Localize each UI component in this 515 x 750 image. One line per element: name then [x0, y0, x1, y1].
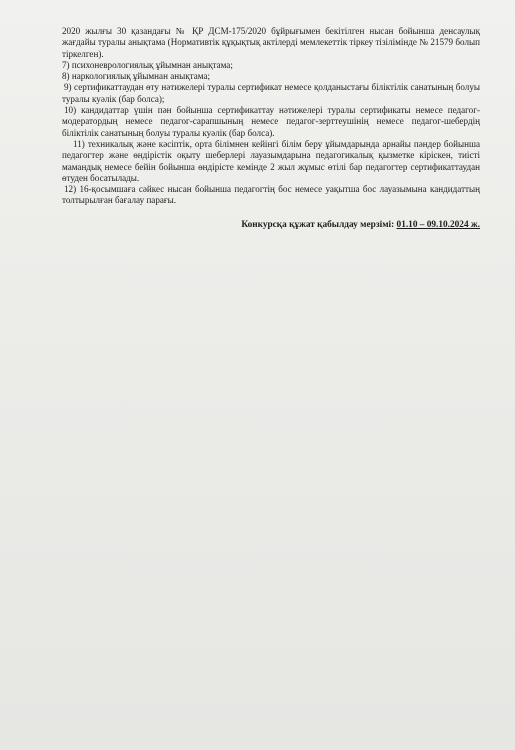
paragraph-item-12: 12) 16-қосымшаға сәйкес нысан бойынша педагогтің бос немесе уақытша бос лауазымына кандидаттың толтырылған бағалау парағы. [62, 184, 480, 206]
document-body [62, 26, 480, 231]
paragraph-item-8: 8) наркологиялық ұйымнан анықтама; [62, 71, 211, 82]
paragraph-item-11: 11) техникалық және кәсіптік, орта білімнен кейінгі білім беру ұйымдарында арнайы пәндер бойынша педагогтер және өндірістік оқыту шеберлері лауазымдарына педагогикалық қызметке кіріскен, тиісті мамандық немесе бейін бойынша өндірісте кемінде 2 жыл жұмыс өтілі бар педагогтер сертификаттаудан өтуден босатылады. [62, 138, 480, 183]
paragraph-item-7: 7) психоневрологиялық ұйымнан анықтама; [62, 59, 233, 70]
deadline-line [62, 220, 480, 231]
paragraph-item-9: 9) сертификаттаудан өту нәтижелері туралы сертификат немесе қолданыстағы біліктілік санатының болуы туралы куәлік (бар болса); [62, 82, 480, 104]
paragraph-item-10: 10) кандидаттар үшін пән бойынша сертификаттау нәтижелері туралы сертификаты немесе педагог-модератордың немесе педагог-сарапшының немесе педагог-зерттеушінің немесе педагог-шебердің біліктілік санатының болуы туралы куәлік (бар болса). [62, 105, 480, 138]
deadline-dates: 01.10 – 09.10.2024 ж. [396, 219, 480, 230]
deadline-label: Конкурсқа құжат қабылдау мерзімі: [241, 219, 395, 230]
paragraph-health-certificate: 2020 жылғы 30 қазандағы № ҚР ДСМ-175/2020 бұйрығымен бекітілген нысан бойынша денсаулық жағдайы туралы анықтама (Нормативтік құқықтық актілерді мемлекеттік тіркеу тізілімінде № 21579 болып тіркелген). [62, 26, 480, 59]
